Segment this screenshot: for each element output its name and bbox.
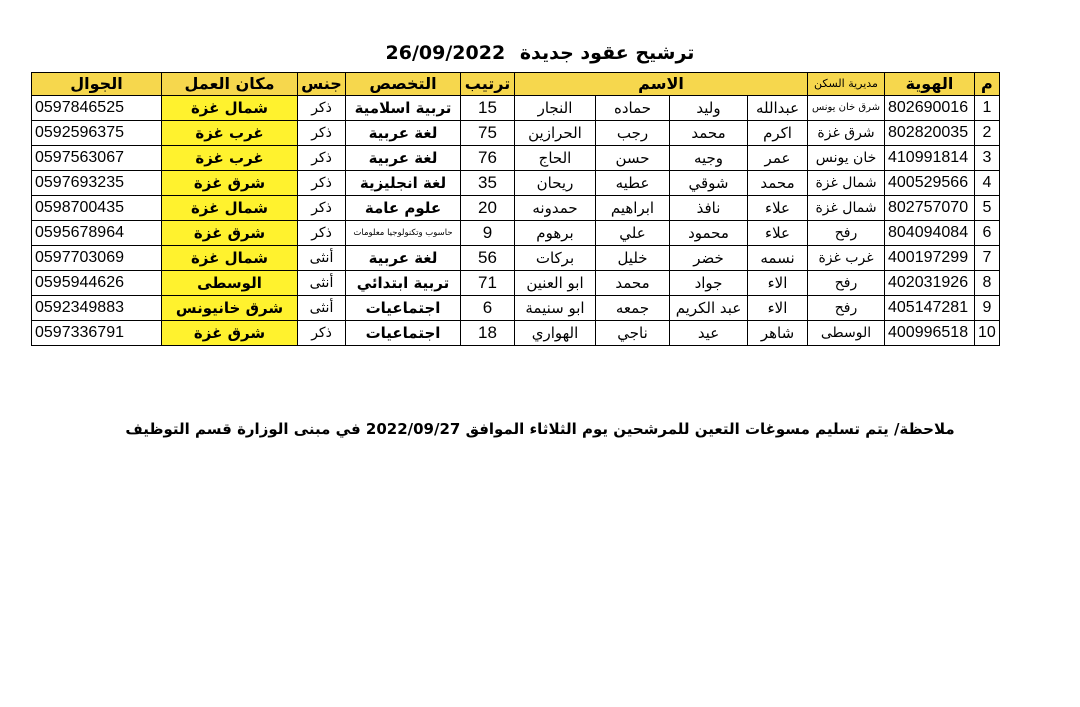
- header-id: الهوية: [885, 73, 975, 96]
- cell-specialty: لغة عربية: [346, 121, 461, 146]
- header-directorate: مديرية السكن: [808, 73, 885, 96]
- table-row: [32, 246, 1000, 271]
- cell-workplace: غرب غزة: [162, 146, 298, 171]
- cell-directorate: خان يونس: [808, 146, 885, 171]
- cell-father-name: عيد: [670, 321, 748, 346]
- cell-gender: أنثى: [298, 246, 346, 271]
- cell-workplace: شرق غزة: [162, 321, 298, 346]
- cell-index: 1: [975, 96, 1000, 121]
- cell-id: 804094084: [885, 221, 975, 246]
- cell-index: 10: [975, 321, 1000, 346]
- cell-father-name: محمد: [670, 121, 748, 146]
- cell-mobile: 0598700435: [32, 196, 162, 221]
- cell-grandfather-name: حماده: [596, 96, 670, 121]
- cell-id: 802820035: [885, 121, 975, 146]
- cell-rank: 71: [461, 271, 515, 296]
- cell-specialty: اجتماعيات: [346, 296, 461, 321]
- header-mobile: الجوال: [32, 73, 162, 96]
- cell-id: 410991814: [885, 146, 975, 171]
- cell-gender: ذكر: [298, 196, 346, 221]
- document-title: [0, 42, 1080, 64]
- cell-id: 402031926: [885, 271, 975, 296]
- table-header-row: [32, 73, 1000, 96]
- table-row: [32, 121, 1000, 146]
- cell-index: 7: [975, 246, 1000, 271]
- cell-specialty: لغة عربية: [346, 146, 461, 171]
- table-row: [32, 96, 1000, 121]
- cell-directorate: شرق غزة: [808, 121, 885, 146]
- table-row: [32, 321, 1000, 346]
- cell-first-name: علاء: [748, 196, 808, 221]
- cell-family-name: ريحان: [515, 171, 596, 196]
- cell-directorate: رفح: [808, 271, 885, 296]
- cell-first-name: عمر: [748, 146, 808, 171]
- cell-specialty: حاسوب وتكنولوجيا معلومات: [346, 221, 461, 246]
- cell-rank: 75: [461, 121, 515, 146]
- cell-mobile: 0597336791: [32, 321, 162, 346]
- cell-gender: ذكر: [298, 221, 346, 246]
- table-row: [32, 296, 1000, 321]
- cell-father-name: محمود: [670, 221, 748, 246]
- cell-grandfather-name: عطيه: [596, 171, 670, 196]
- cell-father-name: خضر: [670, 246, 748, 271]
- cell-specialty: علوم عامة: [346, 196, 461, 221]
- cell-mobile: 0597703069: [32, 246, 162, 271]
- cell-rank: 20: [461, 196, 515, 221]
- cell-grandfather-name: ابراهيم: [596, 196, 670, 221]
- header-gender: جنس: [298, 73, 346, 96]
- cell-grandfather-name: جمعه: [596, 296, 670, 321]
- cell-family-name: الهواري: [515, 321, 596, 346]
- cell-specialty: لغة عربية: [346, 246, 461, 271]
- note-text: ملاحظة/ يتم تسليم مسوغات التعين للمرشحين يوم الثلاثاء الموافق 2022/09/27 في مبنى الوزارة قسم التوظيف: [125, 420, 955, 438]
- cell-father-name: جواد: [670, 271, 748, 296]
- cell-mobile: 0592596375: [32, 121, 162, 146]
- table-row: [32, 146, 1000, 171]
- cell-father-name: عبد الكريم: [670, 296, 748, 321]
- cell-grandfather-name: حسن: [596, 146, 670, 171]
- cell-family-name: بركات: [515, 246, 596, 271]
- cell-family-name: برهوم: [515, 221, 596, 246]
- cell-gender: أنثى: [298, 271, 346, 296]
- cell-directorate: الوسطى: [808, 321, 885, 346]
- cell-workplace: شمال غزة: [162, 246, 298, 271]
- cell-mobile: 0597846525: [32, 96, 162, 121]
- cell-rank: 76: [461, 146, 515, 171]
- candidates-table: [31, 72, 1000, 346]
- cell-mobile: 0595678964: [32, 221, 162, 246]
- cell-rank: 56: [461, 246, 515, 271]
- cell-first-name: علاء: [748, 221, 808, 246]
- cell-grandfather-name: علي: [596, 221, 670, 246]
- cell-workplace: شرق خانيونس: [162, 296, 298, 321]
- cell-mobile: 0597693235: [32, 171, 162, 196]
- cell-index: 4: [975, 171, 1000, 196]
- table-row: [32, 196, 1000, 221]
- cell-father-name: شوقي: [670, 171, 748, 196]
- cell-id: 400529566: [885, 171, 975, 196]
- cell-id: 400197299: [885, 246, 975, 271]
- cell-gender: ذكر: [298, 121, 346, 146]
- cell-grandfather-name: خليل: [596, 246, 670, 271]
- cell-workplace: الوسطى: [162, 271, 298, 296]
- cell-gender: ذكر: [298, 146, 346, 171]
- cell-grandfather-name: محمد: [596, 271, 670, 296]
- header-name: الاسم: [515, 73, 808, 96]
- cell-first-name: عبدالله: [748, 96, 808, 121]
- cell-rank: 15: [461, 96, 515, 121]
- title-date: 26/09/2022: [385, 42, 506, 64]
- cell-specialty: تربية ابتدائي: [346, 271, 461, 296]
- cell-rank: 18: [461, 321, 515, 346]
- header-index: م: [975, 73, 1000, 96]
- cell-workplace: شمال غزة: [162, 196, 298, 221]
- cell-first-name: محمد: [748, 171, 808, 196]
- title-text: ترشيح عقود جديدة: [519, 42, 695, 64]
- cell-index: 6: [975, 221, 1000, 246]
- cell-directorate: رفح: [808, 296, 885, 321]
- cell-gender: ذكر: [298, 171, 346, 196]
- cell-grandfather-name: ناجي: [596, 321, 670, 346]
- cell-rank: 35: [461, 171, 515, 196]
- cell-specialty: اجتماعيات: [346, 321, 461, 346]
- cell-mobile: 0597563067: [32, 146, 162, 171]
- cell-family-name: حمدونه: [515, 196, 596, 221]
- cell-rank: 6: [461, 296, 515, 321]
- cell-family-name: ابو العنين: [515, 271, 596, 296]
- cell-id: 405147281: [885, 296, 975, 321]
- cell-id: 802690016: [885, 96, 975, 121]
- cell-specialty: لغة انجليزية: [346, 171, 461, 196]
- table-row: [32, 271, 1000, 296]
- cell-gender: أنثى: [298, 296, 346, 321]
- cell-gender: ذكر: [298, 96, 346, 121]
- cell-specialty: تربية اسلامية: [346, 96, 461, 121]
- cell-index: 9: [975, 296, 1000, 321]
- cell-workplace: شرق غزة: [162, 221, 298, 246]
- cell-family-name: الحرازين: [515, 121, 596, 146]
- cell-workplace: شرق غزة: [162, 171, 298, 196]
- cell-index: 5: [975, 196, 1000, 221]
- cell-first-name: الاء: [748, 296, 808, 321]
- cell-directorate: شمال غزة: [808, 196, 885, 221]
- cell-father-name: وليد: [670, 96, 748, 121]
- cell-mobile: 0592349883: [32, 296, 162, 321]
- cell-directorate: شمال غزة: [808, 171, 885, 196]
- cell-index: 2: [975, 121, 1000, 146]
- cell-directorate: شرق خان يونس: [808, 96, 885, 121]
- cell-grandfather-name: رجب: [596, 121, 670, 146]
- cell-id: 400996518: [885, 321, 975, 346]
- cell-rank: 9: [461, 221, 515, 246]
- cell-workplace: شمال غزة: [162, 96, 298, 121]
- cell-father-name: نافذ: [670, 196, 748, 221]
- table-row: [32, 221, 1000, 246]
- cell-first-name: نسمه: [748, 246, 808, 271]
- cell-id: 802757070: [885, 196, 975, 221]
- cell-first-name: شاهر: [748, 321, 808, 346]
- header-workplace: مكان العمل: [162, 73, 298, 96]
- cell-first-name: اكرم: [748, 121, 808, 146]
- cell-index: 8: [975, 271, 1000, 296]
- cell-mobile: 0595944626: [32, 271, 162, 296]
- cell-gender: ذكر: [298, 321, 346, 346]
- header-rank: ترتيب: [461, 73, 515, 96]
- cell-father-name: وجيه: [670, 146, 748, 171]
- cell-family-name: النجار: [515, 96, 596, 121]
- cell-workplace: غرب غزة: [162, 121, 298, 146]
- cell-index: 3: [975, 146, 1000, 171]
- cell-first-name: الاء: [748, 271, 808, 296]
- cell-directorate: رفح: [808, 221, 885, 246]
- cell-directorate: غرب غزة: [808, 246, 885, 271]
- cell-family-name: ابو سنيمة: [515, 296, 596, 321]
- header-specialty: التخصص: [346, 73, 461, 96]
- table-row: [32, 171, 1000, 196]
- cell-family-name: الحاج: [515, 146, 596, 171]
